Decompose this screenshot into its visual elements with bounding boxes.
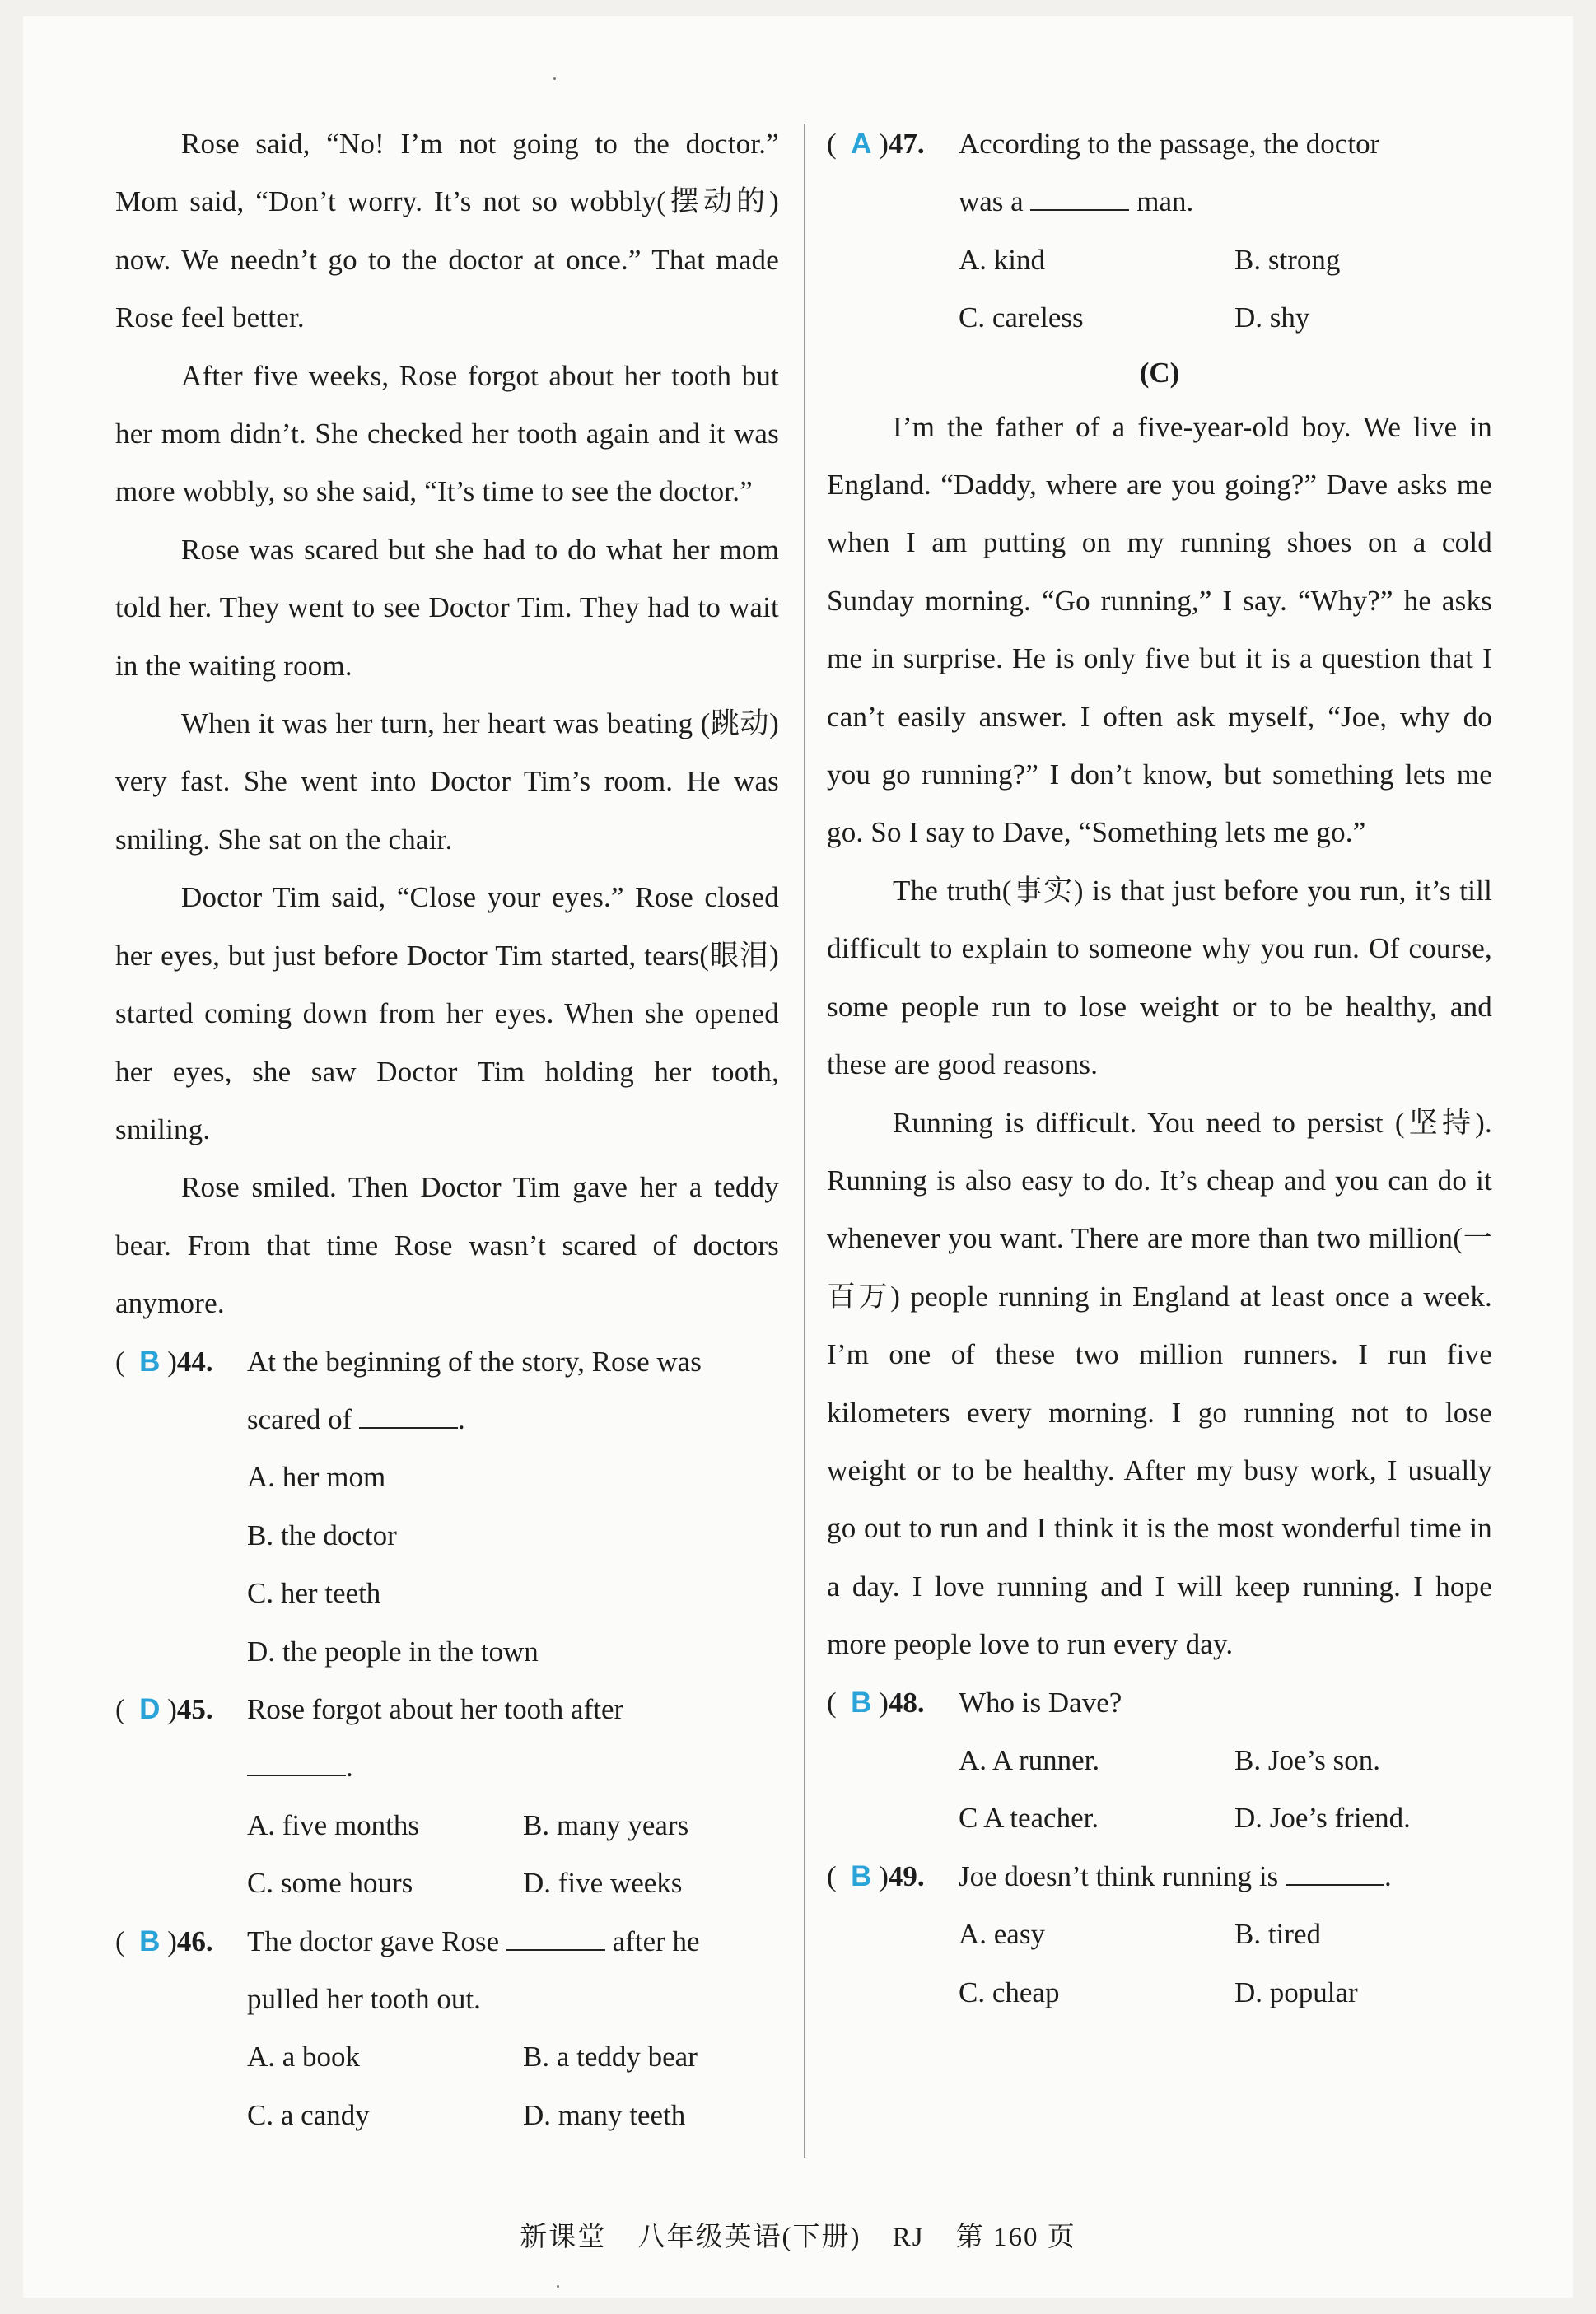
answer-bracket: ( A )47. bbox=[827, 128, 925, 160]
answer-bracket: ( B )49. bbox=[827, 1859, 925, 1892]
answer-blank bbox=[1286, 1859, 1384, 1886]
option: A. A runner. bbox=[959, 1743, 1100, 1776]
question-number: 46. bbox=[176, 1924, 213, 1957]
question-44 bbox=[115, 1333, 779, 1681]
option: A. kind bbox=[959, 243, 1045, 276]
option: B. the doctor bbox=[247, 1519, 397, 1551]
passage-paragraph: Doctor Tim said, “Close your eyes.” Rose closed her eyes, but just before Doctor Tim started, tears(眼泪) started coming down from her eyes. When she opened her eyes, she saw Doctor Tim holding her tooth, smiling. bbox=[115, 881, 779, 1145]
answer-bracket: ( B )46. bbox=[115, 1924, 213, 1957]
left-column bbox=[115, 115, 779, 2144]
question-stem: The doctor gave Rose after he bbox=[247, 1924, 700, 1957]
passage-paragraph: When it was her turn, her heart was beating (跳动) very fast. She went into Doctor Tim’s room. He was smiling. She sat on the chair. bbox=[115, 707, 779, 856]
option: A. easy bbox=[959, 1918, 1045, 1951]
question-stem: Rose forgot about her tooth after bbox=[247, 1692, 624, 1725]
book-title: 八年级英语(下册) bbox=[637, 2223, 861, 2252]
answer-bracket: ( D )45. bbox=[115, 1692, 213, 1725]
option: D. Joe’s friend. bbox=[1234, 1802, 1411, 1835]
answer-blank bbox=[359, 1402, 458, 1429]
question-48 bbox=[827, 1674, 1492, 1848]
question-stem: According to the passage, the doctor bbox=[959, 128, 1380, 160]
right-column bbox=[827, 115, 1492, 2022]
answer-bracket: ( B )44. bbox=[115, 1345, 213, 1378]
answer-letter: B bbox=[139, 1924, 161, 1957]
answer-letter: B bbox=[851, 1859, 872, 1892]
answer-blank bbox=[1030, 184, 1129, 211]
option: D. shy bbox=[1234, 301, 1310, 334]
section-title: (C) bbox=[1139, 356, 1180, 389]
option: D. popular bbox=[1234, 1976, 1358, 2008]
question-number: 49. bbox=[888, 1859, 925, 1892]
answer-blank bbox=[247, 1750, 346, 1776]
column-divider bbox=[804, 124, 805, 2158]
question-stem-continued: scared of . bbox=[247, 1402, 465, 1435]
passage-paragraph: Running is difficult. You need to persist (坚持). Running is also easy to do. It’s cheap and you can do it whenever you want. There are more than two million(一百万) people running in England at least once a week. I’m one of these two million runners. I run five kilometers every morning. I go running not to lose weight or to be healthy. After my busy work, I usually go out to run and I think it is the most wonderful time in a day. I love running and I will keep running. I hope more people love to run every day. bbox=[827, 1106, 1492, 1661]
scan-dot bbox=[553, 77, 556, 80]
answer-letter: A bbox=[851, 128, 872, 160]
option: A. a book bbox=[247, 2041, 361, 2074]
passage-paragraph: Rose was scared but she had to do what her mom told her. They went to see Doctor Tim. They had to wait in the waiting room. bbox=[115, 533, 779, 682]
option: C. some hours bbox=[247, 1867, 413, 1900]
question-number: 47. bbox=[888, 128, 925, 160]
question-46 bbox=[115, 1913, 779, 2145]
options bbox=[115, 2028, 779, 2144]
scan-dot bbox=[557, 2285, 559, 2288]
options bbox=[827, 1906, 1492, 2022]
question-number: 44. bbox=[176, 1345, 213, 1378]
passage-paragraph: The truth(事实) is that just before you run, it’s till difficult to explain to someone why you run. Of course, some people run to lose weight or to be healthy, and these are good reasons. bbox=[827, 874, 1492, 1081]
answer-blank bbox=[506, 1924, 605, 1951]
question-stem: At the beginning of the story, Rose was bbox=[247, 1345, 702, 1378]
passage-paragraph: Rose said, “No! I’m not going to the doctor.” Mom said, “Don’t worry. It’s not so wobbly(摆动的) now. We needn’t go to the doctor at once.” That made Rose feel better. bbox=[115, 128, 779, 334]
options bbox=[827, 231, 1492, 348]
option: C. careless bbox=[959, 301, 1084, 334]
answer-letter: D bbox=[139, 1692, 161, 1725]
edition-code: RJ bbox=[892, 2223, 925, 2252]
option: C. her teeth bbox=[247, 1577, 381, 1610]
option: B. many years bbox=[523, 1808, 689, 1841]
answer-letter: B bbox=[139, 1345, 161, 1378]
options bbox=[115, 1797, 779, 1913]
option: B. Joe’s son. bbox=[1234, 1743, 1380, 1776]
option: B. a teddy bear bbox=[523, 2041, 698, 2074]
option: B. tired bbox=[1234, 1918, 1321, 1951]
option: A. five months bbox=[247, 1808, 420, 1841]
page-footer bbox=[0, 2215, 1596, 2254]
page-number: 第 160 页 bbox=[955, 2223, 1076, 2252]
question-stem-continued: pulled her tooth out. bbox=[247, 1983, 481, 2015]
passage-paragraph: Rose smiled. Then Doctor Tim gave her a teddy bear. From that time Rose wasn’t scared of doctors anymore. bbox=[115, 1171, 779, 1320]
question-47 bbox=[827, 115, 1492, 348]
answer-bracket: ( B )48. bbox=[827, 1686, 925, 1719]
option: C. a candy bbox=[247, 2098, 370, 2131]
question-stem-continued: . bbox=[115, 1738, 779, 1796]
passage-paragraph: I’m the father of a five-year-old boy. We live in England. “Daddy, where are you going?” Dave asks me when I am putting on my running shoes on a cold Sunday morning. “Go running,” I say. “Why?” he asks me in surprise. He is only five but it is a question that I can’t easily answer. I often ask myself, “Joe, why do you go running?” I don’t know, but something lets me go. So I say to Dave, “Something lets me go.” bbox=[827, 410, 1492, 849]
question-number: 45. bbox=[176, 1692, 213, 1725]
series-name: 新课堂 bbox=[520, 2223, 607, 2252]
question-stem: Who is Dave? bbox=[959, 1686, 1122, 1719]
options bbox=[827, 1732, 1492, 1848]
answer-letter: B bbox=[851, 1686, 872, 1719]
question-stem: Joe doesn’t think running is . bbox=[959, 1859, 1392, 1892]
question-45 bbox=[115, 1681, 779, 1913]
option: C. cheap bbox=[959, 1976, 1060, 2008]
passage-paragraph: After five weeks, Rose forgot about her tooth but her mom didn’t. She checked her tooth again and it was more wobbly, so she said, “It’s time to see the doctor.” bbox=[115, 359, 779, 508]
question-stem-continued: was a man. bbox=[959, 185, 1194, 218]
option: D. five weeks bbox=[523, 1867, 683, 1900]
option: D. the people in the town bbox=[247, 1635, 539, 1668]
question-number: 48. bbox=[888, 1686, 925, 1719]
option: D. many teeth bbox=[523, 2098, 686, 2131]
option: A. her mom bbox=[247, 1461, 386, 1494]
question-49 bbox=[827, 1848, 1492, 2022]
options bbox=[115, 1449, 779, 1681]
option: B. strong bbox=[1234, 243, 1341, 276]
option: C A teacher. bbox=[959, 1802, 1099, 1835]
